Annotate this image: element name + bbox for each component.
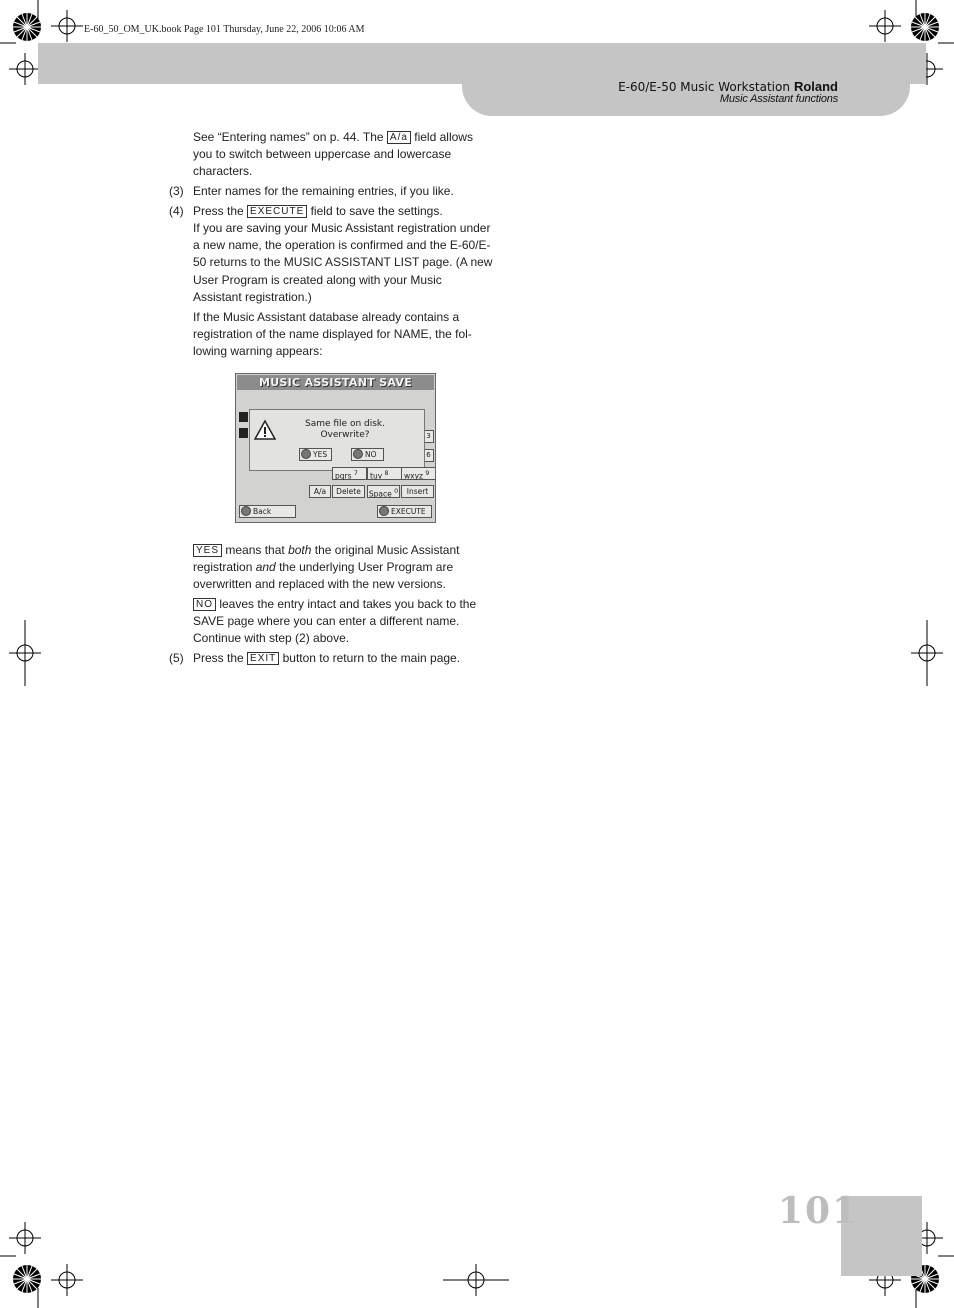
intro-text-2: field allows you to switch between uppercase and lowercase characters. xyxy=(193,130,473,179)
yes-emphasis-1: both xyxy=(288,543,312,557)
step-5-text-2: button to return to the main page. xyxy=(279,651,461,665)
screen-edge-mark xyxy=(239,412,248,422)
key-wxyz-label: wxyz xyxy=(404,471,423,481)
step-3 xyxy=(169,183,489,200)
space-label: Space xyxy=(368,489,392,499)
header-section: Music Assistant functions xyxy=(719,93,838,105)
execute-label: EXECUTE xyxy=(391,507,426,516)
dialog-no-button[interactable] xyxy=(351,448,384,461)
key-execute: EXECUTE xyxy=(247,205,307,218)
button-led-icon xyxy=(353,449,363,459)
yes-text-1: means that xyxy=(222,543,289,557)
key-wxyz-digit: 9 xyxy=(425,470,430,477)
screen-edge-mark xyxy=(239,428,248,438)
insert-button[interactable]: Insert xyxy=(401,485,434,498)
key-yes: YES xyxy=(193,544,222,557)
dialog-line-2: Overwrite? xyxy=(320,430,370,440)
space-button[interactable] xyxy=(367,485,400,498)
exists-paragraph: If the Music Assistant database already contains a registration of the name displayed for NAME, the fol-lowing warning appears: xyxy=(193,310,472,359)
no-text: leaves the entry intact and takes you back to the SAVE page where you can enter a different name. Continue with step (2) above. xyxy=(193,597,477,646)
yes-text-2: the original Music Assistant registration xyxy=(193,543,460,575)
yes-text-3: the underlying User Program are overwritten and replaced with the new versions. xyxy=(193,560,454,592)
key-tuv[interactable] xyxy=(367,467,402,480)
screen-title: MUSIC ASSISTANT SAVE xyxy=(237,375,434,390)
step-4 xyxy=(169,203,489,220)
page-number: 101 xyxy=(778,1190,860,1232)
key-exit: EXIT xyxy=(247,652,279,665)
key-pqrs-label: pqrs xyxy=(335,471,352,481)
aa-button[interactable]: A/a xyxy=(309,485,331,498)
delete-button[interactable]: Delete xyxy=(332,485,365,498)
back-label: Back xyxy=(253,507,272,516)
no-paragraph xyxy=(193,596,493,648)
saving-paragraph: If you are saving your Music Assistant registration under a new name, the operation is confirmed and the E-60/E-50 returns to the MUSIC ASSISTANT LIST page. (A new User Program is created along with your Music Assistant registration.) xyxy=(193,221,493,304)
dialog-yes-label: YES xyxy=(313,450,328,459)
button-led-icon xyxy=(379,506,389,516)
print-slug: E-60_50_OM_UK.book Page 101 Thursday, June 22, 2006 10:06 AM xyxy=(84,24,365,35)
screen-digit-key: 3 xyxy=(423,430,434,443)
key-tuv-digit: 8 xyxy=(384,470,389,477)
button-led-icon xyxy=(301,449,311,459)
step-4-text-2: field to save the settings. xyxy=(307,204,443,218)
back-button[interactable] xyxy=(239,505,296,518)
header-product: E-60/E-50 Music Workstation xyxy=(618,80,790,94)
yes-paragraph xyxy=(193,542,493,594)
intro-text: See “Entering names” on p. 44. The xyxy=(193,130,387,144)
step-5 xyxy=(169,650,489,667)
screen-digit-key: 6 xyxy=(423,449,434,462)
key-pqrs[interactable] xyxy=(332,467,367,480)
key-no: NO xyxy=(193,598,216,611)
step-4-number: (4) xyxy=(169,204,184,218)
execute-button[interactable] xyxy=(377,505,432,518)
intro-paragraph xyxy=(193,129,493,181)
step-4-text: Press the xyxy=(193,204,248,218)
space-digit: 0 xyxy=(394,488,399,495)
key-tuv-label: tuv xyxy=(370,471,383,481)
header-title xyxy=(618,79,838,94)
screen-capture xyxy=(235,373,436,523)
step-3-text: Enter names for the remaining entries, if you like. xyxy=(193,184,454,198)
button-led-icon xyxy=(241,506,251,516)
dialog-line-1: Same file on disk. xyxy=(304,419,385,429)
step-5-number: (5) xyxy=(169,651,184,665)
yes-emphasis-2: and xyxy=(255,560,276,575)
dialog-message xyxy=(290,419,400,441)
warning-icon xyxy=(254,419,276,441)
warning-dialog xyxy=(249,409,425,471)
dialog-no-label: NO xyxy=(365,450,377,459)
key-aa: A/a xyxy=(387,131,411,144)
key-pqrs-digit: 7 xyxy=(353,470,358,477)
key-wxyz[interactable] xyxy=(401,467,436,480)
header-brand: Roland xyxy=(793,79,838,94)
dialog-yes-button[interactable] xyxy=(299,448,332,461)
step-5-text: Press the xyxy=(193,651,248,665)
step-3-number: (3) xyxy=(169,184,184,198)
